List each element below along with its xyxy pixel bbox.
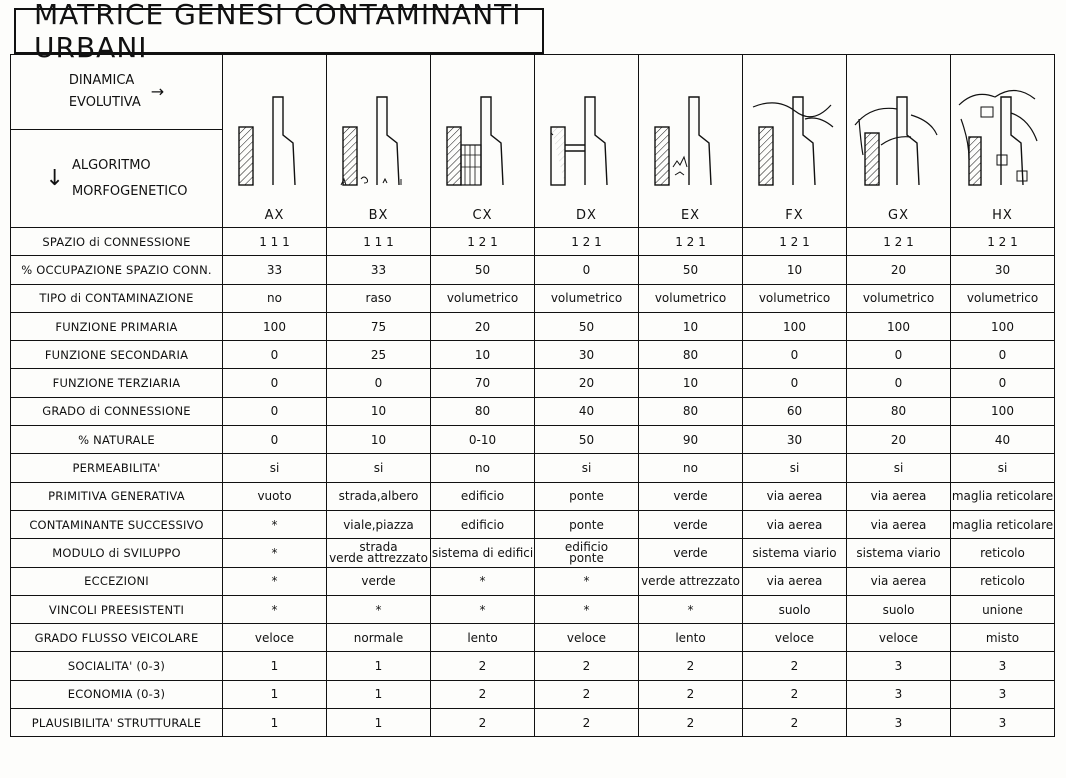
matrix-cell: verde attrezzato <box>639 567 743 595</box>
matrix-cell: * <box>431 595 535 623</box>
matrix-cell: 0 <box>223 369 327 397</box>
matrix-cell: si <box>951 454 1055 482</box>
matrix-cell: 2 <box>743 652 847 680</box>
matrix-cell: 90 <box>639 426 743 454</box>
matrix-cell: 1 2 1 <box>743 228 847 256</box>
sketch-cell-hx <box>951 55 1055 228</box>
matrix-cell: 40 <box>951 426 1055 454</box>
column-code: EX <box>680 208 701 223</box>
matrix-cell: 20 <box>847 426 951 454</box>
row-label: MODULO di SVILUPPO <box>11 539 223 567</box>
matrix-cell: 0-10 <box>431 426 535 454</box>
matrix-row <box>11 426 1055 454</box>
building-sketch-icon <box>539 75 635 207</box>
column-code: CX <box>472 208 493 223</box>
matrix-cell: 2 <box>431 680 535 708</box>
matrix-cell: 10 <box>743 256 847 284</box>
matrix-cell: 3 <box>951 680 1055 708</box>
matrix-cell: 0 <box>223 426 327 454</box>
matrix-cell: 10 <box>639 312 743 340</box>
building-sketch-icon <box>747 75 843 207</box>
row-label: GRADO FLUSSO VEICOLARE <box>11 624 223 652</box>
matrix-cell: 10 <box>327 397 431 425</box>
matrix-cell: 2 <box>639 652 743 680</box>
matrix-cell: 2 <box>639 709 743 737</box>
matrix-cell: 25 <box>327 341 431 369</box>
matrix-cell: 0 <box>327 369 431 397</box>
matrix-cell: sistema di edifici <box>431 539 535 567</box>
matrix-cell: 33 <box>327 256 431 284</box>
row-label: FUNZIONE SECONDARIA <box>11 341 223 369</box>
matrix-cell: edificio ponte <box>535 539 639 567</box>
matrix-title: MATRICE GENESI CONTAMINANTI URBANI <box>14 8 544 54</box>
matrix-cell: si <box>223 454 327 482</box>
row-label: % OCCUPAZIONE SPAZIO CONN. <box>11 256 223 284</box>
row-label: % NATURALE <box>11 426 223 454</box>
matrix-cell: suolo <box>847 595 951 623</box>
matrix-cell: 1 1 1 <box>223 228 327 256</box>
matrix-cell: * <box>431 567 535 595</box>
matrix-cell: 30 <box>535 341 639 369</box>
sketch-row <box>11 55 1055 228</box>
matrix-cell: 33 <box>223 256 327 284</box>
matrix-cell: edificio <box>431 510 535 538</box>
matrix-cell: 1 <box>327 680 431 708</box>
matrix-cell: 0 <box>951 369 1055 397</box>
building-sketch-icon <box>643 75 739 207</box>
matrix-row <box>11 284 1055 312</box>
matrix-cell: 0 <box>951 341 1055 369</box>
matrix-cell: 100 <box>223 312 327 340</box>
matrix-cell: 1 2 1 <box>535 228 639 256</box>
matrix-cell: * <box>535 595 639 623</box>
matrix-cell: 1 2 1 <box>847 228 951 256</box>
sketch-cell-fx <box>743 55 847 228</box>
matrix-cell: 1 2 1 <box>431 228 535 256</box>
dinamica-evolutiva-label: DINAMICA EVOLUTIVA → <box>11 55 222 130</box>
matrix-cell: no <box>223 284 327 312</box>
matrix-cell: 80 <box>639 341 743 369</box>
matrix-cell: 0 <box>847 369 951 397</box>
column-code: BX <box>368 208 389 223</box>
matrix-cell: * <box>223 567 327 595</box>
matrix-cell: 70 <box>431 369 535 397</box>
matrix-cell: veloce <box>743 624 847 652</box>
matrix-cell: 50 <box>639 256 743 284</box>
matrix-cell: * <box>223 595 327 623</box>
matrix-cell: viale,piazza <box>327 510 431 538</box>
matrix-cell: misto <box>951 624 1055 652</box>
matrix-cell: 0 <box>223 341 327 369</box>
matrix-cell: 80 <box>847 397 951 425</box>
matrix-cell: 2 <box>431 709 535 737</box>
matrix-cell: volumetrico <box>639 284 743 312</box>
matrix-cell: 2 <box>535 680 639 708</box>
matrix-cell: 10 <box>327 426 431 454</box>
matrix-cell: 3 <box>951 652 1055 680</box>
sketch-cell-dx <box>535 55 639 228</box>
matrix-cell: 1 2 1 <box>951 228 1055 256</box>
matrix-row <box>11 539 1055 567</box>
matrix-row <box>11 567 1055 595</box>
matrix-cell: 80 <box>639 397 743 425</box>
matrix-cell: * <box>223 510 327 538</box>
row-label: CONTAMINANTE SUCCESSIVO <box>11 510 223 538</box>
matrix-cell: via aerea <box>743 510 847 538</box>
matrix-cell: verde <box>327 567 431 595</box>
building-sketch-icon <box>331 75 427 207</box>
contaminant-matrix <box>10 54 1055 737</box>
matrix-cell: si <box>327 454 431 482</box>
matrix-cell: raso <box>327 284 431 312</box>
matrix-row <box>11 397 1055 425</box>
matrix-row <box>11 369 1055 397</box>
row-label: PERMEABILITA' <box>11 454 223 482</box>
matrix-cell: 60 <box>743 397 847 425</box>
row-label: PLAUSIBILITA' STRUTTURALE <box>11 709 223 737</box>
row-label: PRIMITIVA GENERATIVA <box>11 482 223 510</box>
matrix-cell: via aerea <box>743 567 847 595</box>
matrix-cell: 75 <box>327 312 431 340</box>
matrix-cell: normale <box>327 624 431 652</box>
matrix-cell: * <box>327 595 431 623</box>
matrix-cell: unione <box>951 595 1055 623</box>
matrix-cell: 2 <box>743 709 847 737</box>
matrix-row <box>11 482 1055 510</box>
matrix-cell: 3 <box>847 652 951 680</box>
matrix-cell: 100 <box>847 312 951 340</box>
building-sketch-icon <box>851 75 947 207</box>
matrix-cell: veloce <box>535 624 639 652</box>
matrix-cell: 1 <box>223 680 327 708</box>
sketch-cell-cx <box>431 55 535 228</box>
matrix-cell: strada verde attrezzato <box>327 539 431 567</box>
matrix-cell: 1 1 1 <box>327 228 431 256</box>
matrix-cell: via aerea <box>847 567 951 595</box>
matrix-row <box>11 228 1055 256</box>
row-label: SPAZIO di CONNESSIONE <box>11 228 223 256</box>
matrix-cell: verde <box>639 539 743 567</box>
row-label: SOCIALITA' (0-3) <box>11 652 223 680</box>
matrix-cell: 50 <box>431 256 535 284</box>
matrix-cell: verde <box>639 482 743 510</box>
matrix-cell: 3 <box>951 709 1055 737</box>
matrix-cell: 3 <box>847 709 951 737</box>
matrix-cell: 0 <box>847 341 951 369</box>
matrix-row <box>11 454 1055 482</box>
matrix-row <box>11 652 1055 680</box>
matrix-cell: no <box>639 454 743 482</box>
column-code: FX <box>785 208 804 223</box>
matrix-cell: no <box>431 454 535 482</box>
matrix-cell: strada,albero <box>327 482 431 510</box>
matrix-cell: 0 <box>535 256 639 284</box>
matrix-cell: * <box>639 595 743 623</box>
matrix-cell: 50 <box>535 426 639 454</box>
matrix-cell: maglia reticolare <box>951 510 1055 538</box>
column-code: HX <box>992 208 1013 223</box>
matrix-cell: suolo <box>743 595 847 623</box>
matrix-cell: si <box>535 454 639 482</box>
matrix-cell: 20 <box>535 369 639 397</box>
matrix-cell: 100 <box>951 397 1055 425</box>
matrix-cell: via aerea <box>847 482 951 510</box>
row-label: VINCOLI PREESISTENTI <box>11 595 223 623</box>
matrix-cell: 3 <box>847 680 951 708</box>
building-sketch-icon <box>227 75 323 207</box>
matrix-cell: 2 <box>431 652 535 680</box>
column-code: DX <box>576 208 597 223</box>
matrix-cell: 1 2 1 <box>639 228 743 256</box>
matrix-cell: via aerea <box>743 482 847 510</box>
matrix-cell: 10 <box>431 341 535 369</box>
matrix-cell: 50 <box>535 312 639 340</box>
matrix-cell: 2 <box>743 680 847 708</box>
matrix-cell: reticolo <box>951 539 1055 567</box>
matrix-cell: 100 <box>743 312 847 340</box>
matrix-cell: volumetrico <box>535 284 639 312</box>
sketch-cell-ex <box>639 55 743 228</box>
column-code: AX <box>264 208 285 223</box>
matrix-cell: 30 <box>951 256 1055 284</box>
matrix-cell: 0 <box>223 397 327 425</box>
row-label: GRADO di CONNESSIONE <box>11 397 223 425</box>
matrix-cell: 1 <box>223 652 327 680</box>
matrix-cell: edificio <box>431 482 535 510</box>
matrix-cell: si <box>743 454 847 482</box>
matrix-cell: 80 <box>431 397 535 425</box>
matrix-row <box>11 312 1055 340</box>
matrix-row <box>11 341 1055 369</box>
matrix-cell: 20 <box>847 256 951 284</box>
matrix-row <box>11 256 1055 284</box>
column-code: GX <box>888 208 909 223</box>
building-sketch-icon <box>955 75 1051 207</box>
matrix-cell: verde <box>639 510 743 538</box>
sketch-cell-bx <box>327 55 431 228</box>
matrix-cell: ponte <box>535 482 639 510</box>
matrix-cell: 10 <box>639 369 743 397</box>
matrix-cell: veloce <box>223 624 327 652</box>
row-label: FUNZIONE TERZIARIA <box>11 369 223 397</box>
matrix-cell: sistema viario <box>743 539 847 567</box>
matrix-row <box>11 709 1055 737</box>
matrix-cell: 40 <box>535 397 639 425</box>
arrow-down-icon: ↓ <box>45 165 64 191</box>
matrix-cell: 2 <box>535 652 639 680</box>
matrix-cell: volumetrico <box>847 284 951 312</box>
matrix-cell: * <box>535 567 639 595</box>
matrix-cell: volumetrico <box>431 284 535 312</box>
matrix-row <box>11 680 1055 708</box>
arrow-right-icon: → <box>150 82 165 101</box>
sketch-cell-ax <box>223 55 327 228</box>
matrix-cell: volumetrico <box>743 284 847 312</box>
matrix-cell: reticolo <box>951 567 1055 595</box>
matrix-cell: vuoto <box>223 482 327 510</box>
matrix-cell: volumetrico <box>951 284 1055 312</box>
row-label: ECONOMIA (0-3) <box>11 680 223 708</box>
matrix-cell: 2 <box>639 680 743 708</box>
matrix-cell: 2 <box>535 709 639 737</box>
matrix-cell: 0 <box>743 341 847 369</box>
matrix-cell: 20 <box>431 312 535 340</box>
matrix-cell: si <box>847 454 951 482</box>
matrix-cell: via aerea <box>847 510 951 538</box>
axis-header-cell <box>11 55 223 228</box>
building-sketch-icon <box>435 75 531 207</box>
matrix-cell: 30 <box>743 426 847 454</box>
row-label: FUNZIONE PRIMARIA <box>11 312 223 340</box>
matrix-cell: 100 <box>951 312 1055 340</box>
sketch-cell-gx <box>847 55 951 228</box>
matrix-row <box>11 595 1055 623</box>
matrix-cell: * <box>223 539 327 567</box>
matrix-cell: veloce <box>847 624 951 652</box>
matrix-cell: ponte <box>535 510 639 538</box>
algoritmo-morfogenetico-label: ↓ ALGORITMO MORFOGENETICO <box>45 157 188 199</box>
matrix-cell: 0 <box>743 369 847 397</box>
matrix-cell: lento <box>431 624 535 652</box>
matrix-cell: maglia reticolare <box>951 482 1055 510</box>
matrix-cell: 1 <box>327 709 431 737</box>
matrix-cell: sistema viario <box>847 539 951 567</box>
matrix-cell: 1 <box>327 652 431 680</box>
matrix-row <box>11 624 1055 652</box>
matrix-cell: lento <box>639 624 743 652</box>
matrix-cell: 1 <box>223 709 327 737</box>
row-label: ECCEZIONI <box>11 567 223 595</box>
row-label: TIPO di CONTAMINAZIONE <box>11 284 223 312</box>
matrix-row <box>11 510 1055 538</box>
